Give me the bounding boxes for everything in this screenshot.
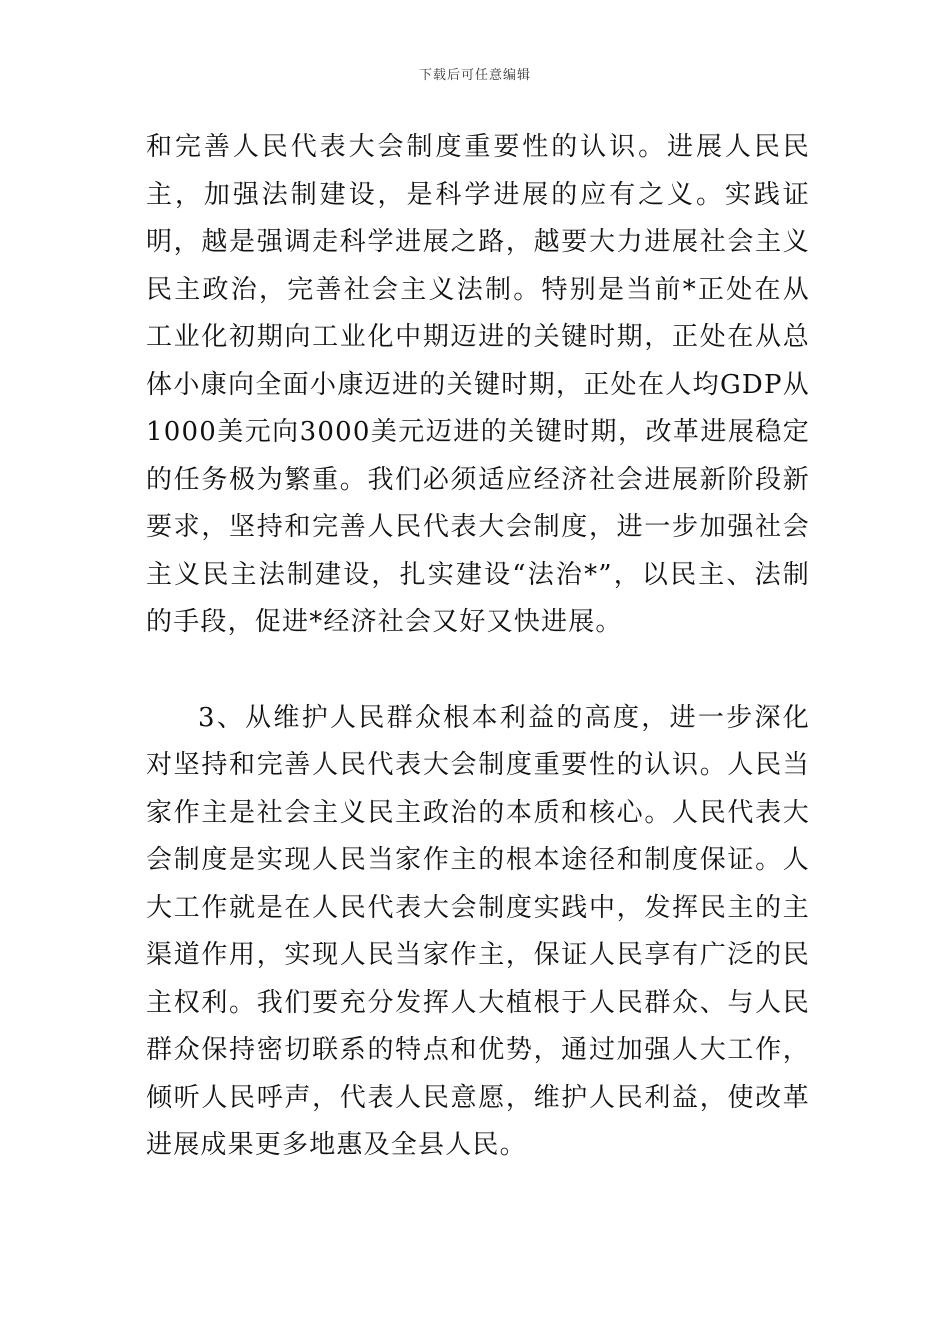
paragraph-section-3: 3、从维护人民群众根本利益的高度，进一步深化对坚持和完善人民代表大会制度重要性的认识。人民当家作主是社会主义民主政治的本质和核心。人民代表大会制度是实现人民当家作主的根本途径和制度保证。人大工作就是在人民代表大会制度实践中，发挥民主的主渠道作用，实现人民当家作主，保证人民享有广泛的民主权利。我们要充分发挥人大植根于人民群众、与人民群众保持密切联系的特点和优势，通过加强人大工作，倾听人民呼声，代表人民意愿，维护人民利益，使改革进展成果更多地惠及全县人民。	[146, 702, 810, 1160]
document-body	[146, 124, 810, 1170]
page-header: 下载后可任意编辑	[418, 68, 531, 83]
paragraph-gap	[146, 647, 810, 695]
paragraph-continuation: 和完善人民代表大会制度重要性的认识。进展人民民主，加强法制建设，是科学进展的应有之义。实践证明，越是强调走科学进展之路，越要大力进展社会主义民主政治，完善社会主义法制。特别是当前*正处在从工业化初期向工业化中期迈进的关键时期，正处在从总体小康向全面小康迈进的关键时期，正处在人均GDP从1000美元向3000美元迈进的关键时期，改革进展稳定的任务极为繁重。我们必须适应经济社会进展新阶段新要求，坚持和完善人民代表大会制度，进一步加强社会主义民主法制建设，扎实建设“法治*”，以民主、法制的手段，促进*经济社会又好又快进展。	[146, 132, 810, 637]
